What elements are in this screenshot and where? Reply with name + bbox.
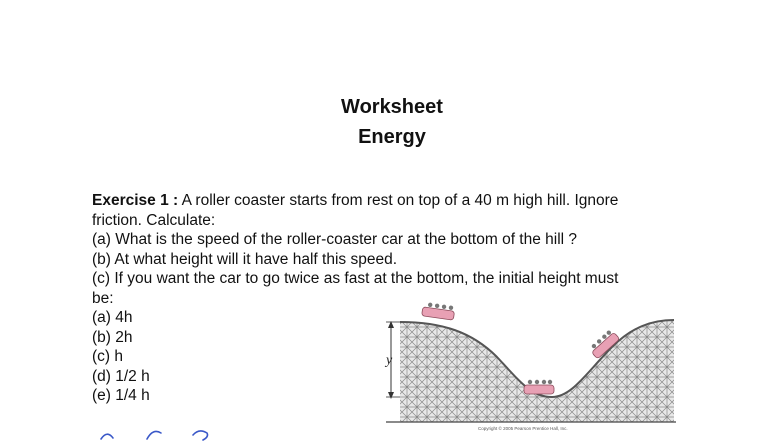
question-c-line-2: be: xyxy=(92,289,114,307)
figure-copyright: Copyright © 2005 Pearson Prentice Hall, Inc. xyxy=(478,426,568,431)
question-a: (a) What is the speed of the roller-coaster car at the bottom of the hill ? xyxy=(92,231,578,248)
option-b: (b) 2h xyxy=(92,328,133,346)
roller-coaster-figure xyxy=(382,302,682,434)
option-e: (e) 1/4 h xyxy=(92,387,150,404)
worksheet-title: Worksheet xyxy=(341,96,443,118)
question-c-line-1: (c) If you want the car to go twice as fast at the bottom, the initial height must xyxy=(92,270,619,287)
height-label-y: y xyxy=(386,353,393,368)
exercise-label: Exercise 1 : xyxy=(92,192,179,209)
handwriting-ink-marks xyxy=(95,426,225,441)
coaster-car-top xyxy=(422,302,456,320)
question-b: (b) At what height will it have half this speed. xyxy=(92,250,397,268)
option-c: (c) h xyxy=(92,348,123,365)
option-a: (a) 4h xyxy=(92,309,133,326)
exercise-intro-line-1 xyxy=(92,191,682,211)
track-support-structure xyxy=(400,317,676,423)
option-d: (d) 1/2 h xyxy=(92,367,150,385)
exercise-intro-text: A roller coaster starts from rest on top of a 40 m high hill. Ignore xyxy=(178,192,619,209)
worksheet-subtitle: Energy xyxy=(358,126,426,148)
coaster-car-bottom xyxy=(524,380,554,394)
exercise-intro-line-2: friction. Calculate: xyxy=(92,211,216,229)
